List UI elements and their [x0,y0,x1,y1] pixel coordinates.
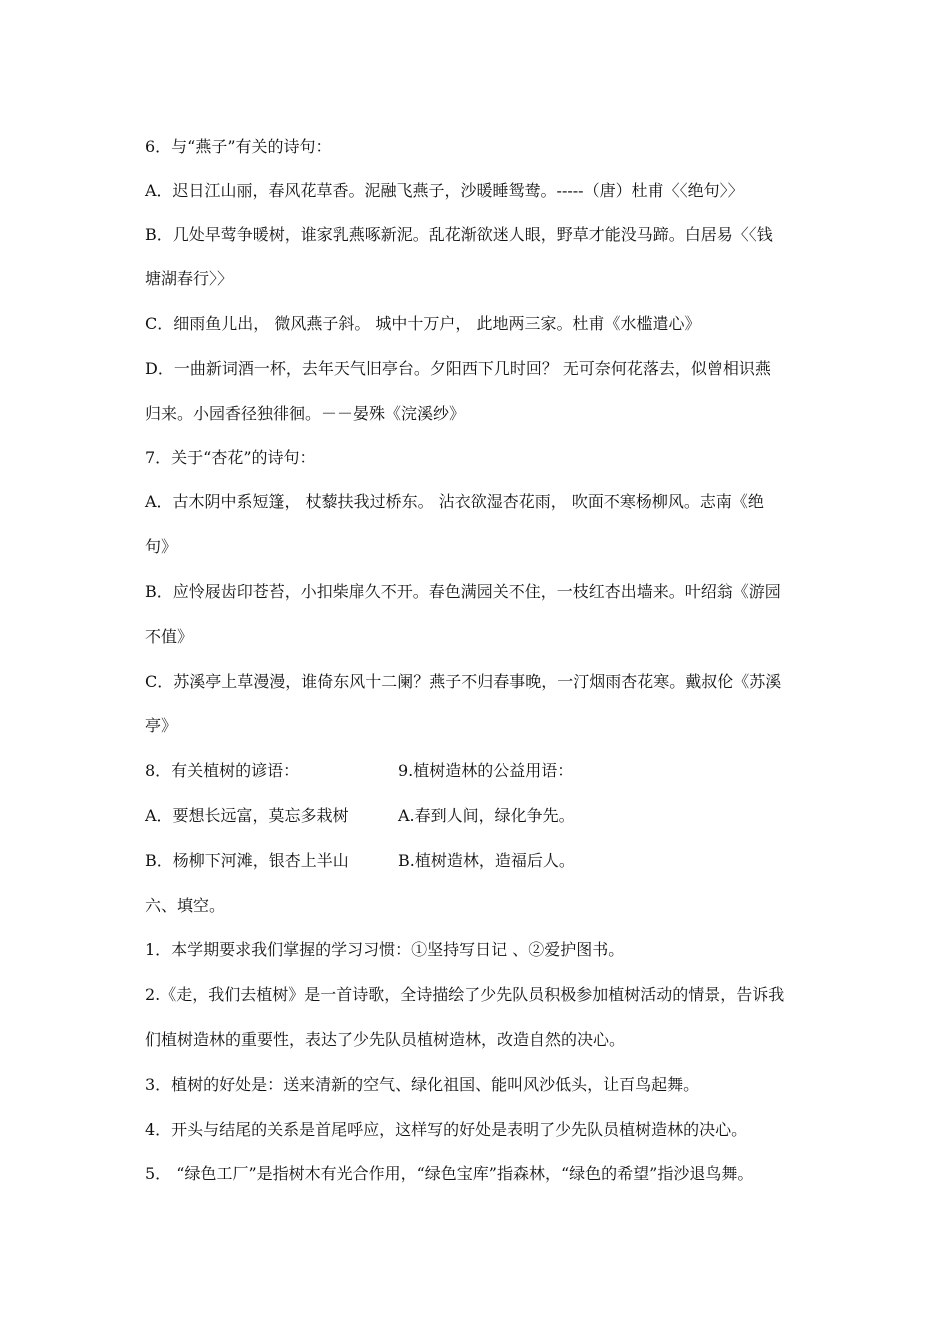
slogan-b: B.植树造林，造福后人。 [398,851,575,870]
proverb-a: A．要想长远富，莫忘多栽树 [145,806,349,825]
text-line: D．一曲新词酒一杯，去年天气旧亭台。夕阳西下几时回？ 无可奈何花落去，似曾相识燕 [145,359,771,378]
slogan-a: A.春到人间，绿化争先。 [398,806,575,825]
two-column-row [145,761,299,781]
text-line: 4．开头与结尾的关系是首尾呼应，这样写的好处是表明了少先队员植树造林的决心。 [145,1120,748,1139]
text-line: C．苏溪亭上草漫漫，谁倚东风十二阑？燕子不归春事晚，一汀烟雨杏花寒。戴叔伦《苏溪 [145,672,782,691]
text-line: B．应怜屐齿印苍苔，小扣柴扉久不开。春色满园关不住，一枝红杏出墙来。叶绍翁《游园 [145,582,781,601]
text-line: 塘湖春行〉〉 [145,269,234,288]
text-line: 2.《走，我们去植树》是一首诗歌，全诗描绘了少先队员积极参加植树活动的情景，告诉我 [145,985,785,1004]
text-line: 归来。小园香径独徘徊。－－晏殊《浣溪纱》 [145,404,466,423]
text-line: A．迟日江山丽，春风花草香。泥融飞燕子，沙暖睡鸳鸯。-----（唐）杜甫〈〈绝句〉〉 [145,181,744,200]
question-8-heading: 8．有关植树的谚语： [145,761,300,780]
text-line: 5． “绿色工厂”是指树木有光合作用，“绿色宝库”指森林，“绿色的希望”指沙退鸟舞。 [145,1164,754,1183]
text-line: C．细雨鱼儿出， 微风燕子斜。 城中十万户， 此地两三家。杜甫《水槛遣心》 [145,314,701,333]
text-line: 句》 [145,537,178,556]
question-7-heading: 7．关于“杏花”的诗句： [145,448,316,467]
proverb-b: B．杨柳下河滩，银杏上半山 [145,851,349,870]
question-9-heading: 9.植树造林的公益用语： [398,761,574,780]
text-line: A．古木阴中系短篷， 杖藜扶我过桥东。 沾衣欲湿杏花雨， 吹面不寒杨柳风。志南《绝 [145,492,764,511]
text-line: B．几处早莺争暖树，谁家乳燕啄新泥。乱花渐欲迷人眼，野草才能没马蹄。白居易〈〈钱 [145,225,773,244]
question-6-heading: 6．与“燕子”有关的诗句： [145,137,332,156]
section-6-heading: 六、填空。 [145,896,226,915]
text-line: 3．植树的好处是：送来清新的空气、绿化祖国、能叫风沙低头，让百鸟起舞。 [145,1075,700,1094]
text-line: 1．本学期要求我们掌握的学习习惯：①坚持写日记 、②爱护图书。 [145,940,625,959]
text-line: 亭》 [145,716,178,735]
text-line: 们植树造林的重要性，表达了少先队员植树造林，改造自然的决心。 [145,1030,626,1049]
text-line: 不值》 [145,627,194,646]
